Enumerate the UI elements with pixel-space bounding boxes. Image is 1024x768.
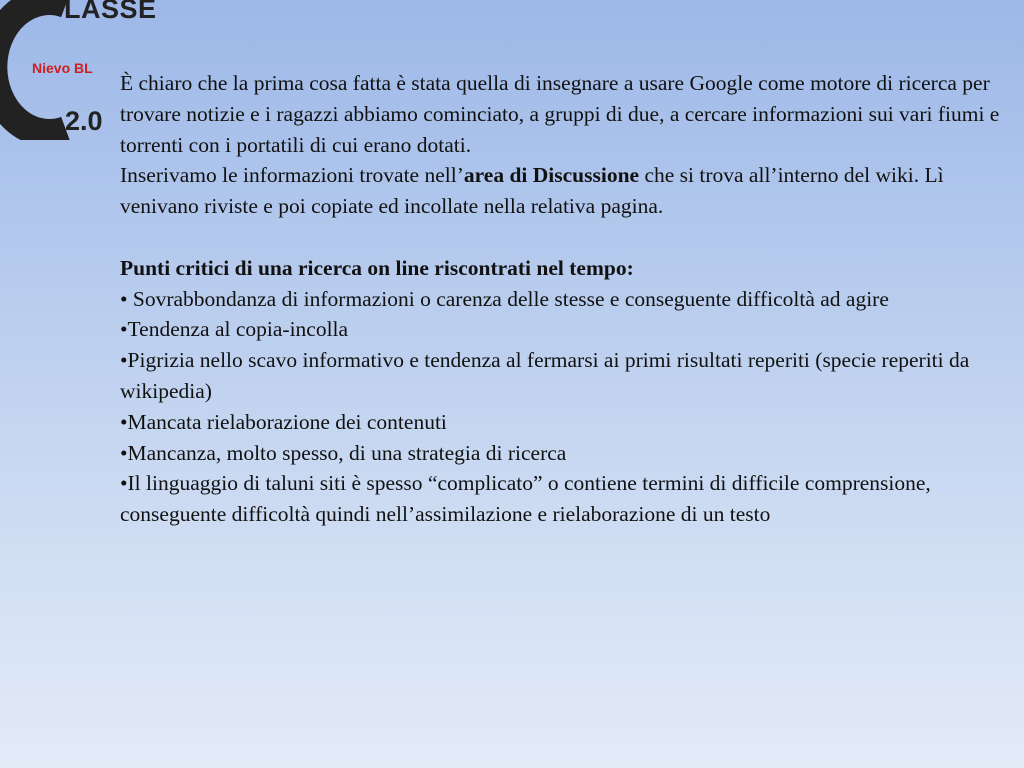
discussion-text-start: Inserivamo le informazioni trovate nell’ — [120, 163, 464, 188]
spacer — [120, 222, 1000, 253]
bullet-item: •Tendenza al copia-incolla — [120, 317, 349, 342]
intro-paragraph: È chiaro che la prima cosa fatta è stata quella di insegnare a usare Google come motore di ricerca per trovare notizie e i ragazzi abbiamo cominciato, a gruppi di due, a cercare informazioni sui vari fiumi e torrenti con i portatili di cui erano dotati. — [120, 71, 1000, 157]
bullet-item: • Sovrabbondanza di informazioni o carenza delle stesse e conseguente difficoltà ad agire — [120, 286, 889, 311]
bullet-item: •Mancata rielaborazione dei contenuti — [120, 409, 447, 434]
bullet-item: •Pigrizia nello scavo informativo e tendenza al fermarsi ai primi risultati reperiti (specie reperiti da wikipedia) — [120, 348, 970, 403]
logo-version: 2.0 — [65, 106, 103, 136]
discussion-area-term: area di Discussione — [463, 163, 640, 188]
logo-subtitle: Nievo BL — [32, 60, 93, 76]
bullet-item: •Il linguaggio di taluni siti è spesso “complicato” o contiene termini di difficile comprensione, conseguente difficoltà quindi nell’assimilazione e rielaborazione di un testo — [120, 471, 931, 527]
bullet-item: •Mancanza, molto spesso, di una strategia di ricerca — [120, 440, 567, 465]
discussion-text-end: che si trova all’interno del wiki. Lì venivano riviste e poi copiate ed incollate nella relativa pagina. — [120, 163, 944, 219]
discussion-paragraph — [120, 160, 1000, 222]
critical-points-heading: Punti critici di una ricerca on line riscontrati nel tempo: — [120, 255, 634, 280]
logo-lasse-text: LASSE — [64, 0, 157, 24]
slide-content — [120, 68, 1000, 530]
